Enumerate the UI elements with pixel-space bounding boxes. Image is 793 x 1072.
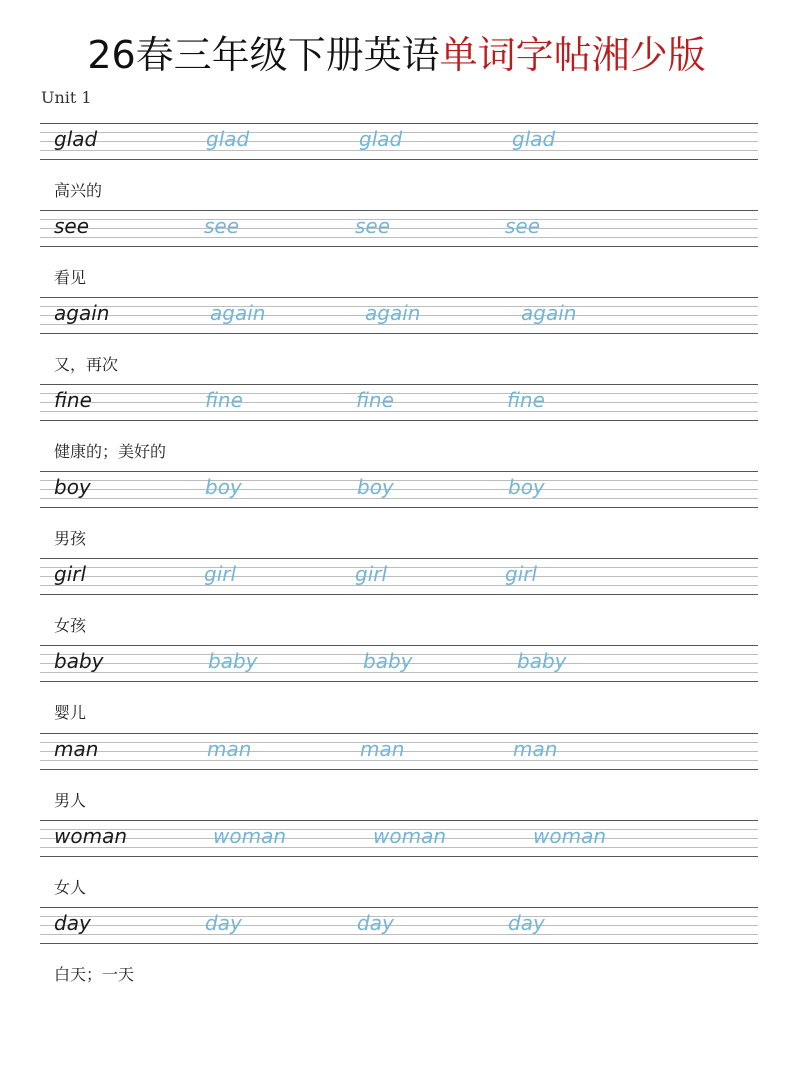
trace-word: baby bbox=[208, 649, 258, 673]
trace-word: glad bbox=[359, 127, 403, 151]
vocab-word: boy bbox=[54, 475, 91, 499]
word-meaning: 高兴的 bbox=[54, 181, 103, 200]
writing-row bbox=[40, 123, 758, 159]
word-meaning: 白天；一天 bbox=[54, 965, 135, 984]
title-red: 单词字帖湘少版 bbox=[439, 33, 706, 77]
trace-word: again bbox=[210, 301, 266, 325]
vocab-word: glad bbox=[54, 127, 98, 151]
trace-word: girl bbox=[505, 562, 538, 586]
trace-word: day bbox=[205, 911, 242, 935]
word-meaning: 女孩 bbox=[54, 616, 87, 635]
trace-word: glad bbox=[206, 127, 250, 151]
vocab-word: girl bbox=[54, 562, 87, 586]
unit-label: Unit 1 bbox=[41, 88, 92, 107]
writing-row bbox=[40, 820, 758, 856]
word-meaning: 男孩 bbox=[54, 529, 87, 548]
vocab-word: day bbox=[54, 911, 91, 935]
trace-word: girl bbox=[204, 562, 237, 586]
trace-word: day bbox=[508, 911, 545, 935]
trace-word: boy bbox=[205, 475, 242, 499]
trace-word: woman bbox=[533, 824, 607, 848]
word-meaning: 又，再次 bbox=[54, 355, 119, 374]
trace-word: again bbox=[365, 301, 421, 325]
writing-row bbox=[40, 210, 758, 246]
trace-word: glad bbox=[512, 127, 556, 151]
page-title bbox=[0, 32, 793, 78]
trace-word: fine bbox=[507, 388, 545, 412]
title-black: 26春三年级下册英语 bbox=[87, 33, 440, 77]
word-meaning: 健康的；美好的 bbox=[54, 442, 167, 461]
vocab-word: again bbox=[54, 301, 110, 325]
writing-row bbox=[40, 733, 758, 769]
vocab-word: woman bbox=[54, 824, 128, 848]
vocab-word: fine bbox=[54, 388, 92, 412]
writing-row bbox=[40, 645, 758, 681]
vocab-word: man bbox=[54, 737, 99, 761]
trace-word: baby bbox=[363, 649, 413, 673]
trace-word: woman bbox=[373, 824, 447, 848]
writing-row bbox=[40, 471, 758, 507]
word-meaning: 看见 bbox=[54, 268, 87, 287]
trace-word: man bbox=[360, 737, 405, 761]
writing-row bbox=[40, 558, 758, 594]
trace-word: see bbox=[355, 214, 391, 238]
trace-word: fine bbox=[205, 388, 243, 412]
writing-row bbox=[40, 297, 758, 333]
vocab-word: baby bbox=[54, 649, 104, 673]
trace-word: day bbox=[357, 911, 394, 935]
trace-word: baby bbox=[517, 649, 567, 673]
word-meaning: 婴儿 bbox=[54, 703, 87, 722]
vocab-word: see bbox=[54, 214, 90, 238]
writing-row bbox=[40, 907, 758, 943]
trace-word: man bbox=[513, 737, 558, 761]
trace-word: see bbox=[505, 214, 541, 238]
trace-word: boy bbox=[508, 475, 545, 499]
trace-word: fine bbox=[356, 388, 394, 412]
trace-word: woman bbox=[213, 824, 287, 848]
trace-word: again bbox=[521, 301, 577, 325]
trace-word: see bbox=[204, 214, 240, 238]
word-meaning: 男人 bbox=[54, 791, 87, 810]
trace-word: girl bbox=[355, 562, 388, 586]
writing-row bbox=[40, 384, 758, 420]
trace-word: man bbox=[207, 737, 252, 761]
word-meaning: 女人 bbox=[54, 878, 87, 897]
trace-word: boy bbox=[357, 475, 394, 499]
